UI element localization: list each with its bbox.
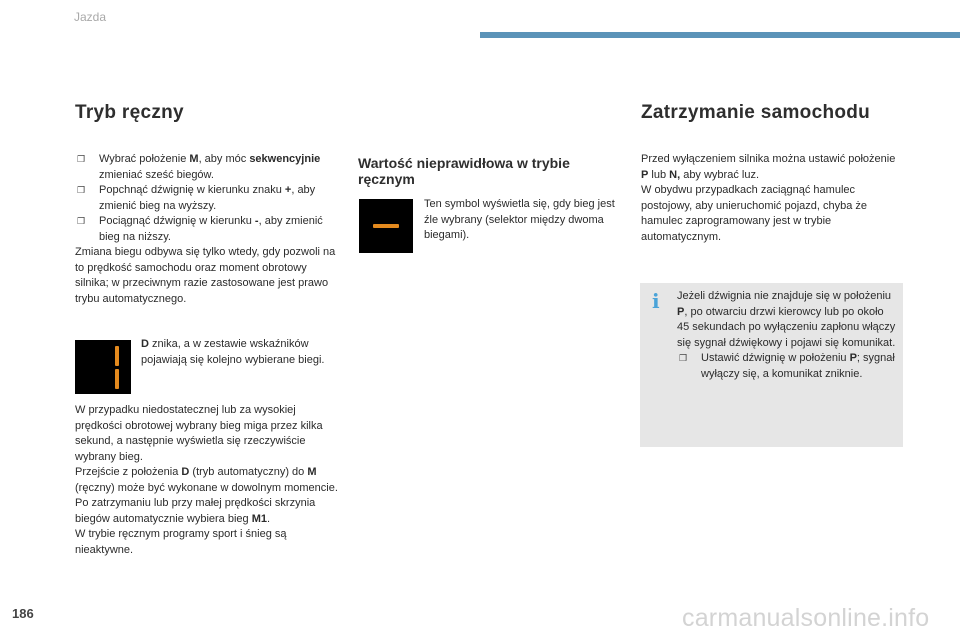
invalid-value-title: Wartość nieprawidłowa w trybie ręcznym	[358, 155, 570, 187]
page-number: 186	[12, 606, 34, 621]
manual-mode-details	[75, 403, 343, 558]
programs-paragraph: W trybie ręcznym programy sport i śnieg są nieaktywne.	[75, 528, 287, 556]
checkbox-bullet-icon: ❒	[679, 353, 688, 363]
checkbox-bullet-icon: ❒	[77, 185, 86, 195]
shift-rule-paragraph: Zmiana biegu odbywa się tylko wtedy, gdy pozwoli na to prędkość samochodu oraz moment obrotowy silnika; w przeciwnym razie zastosowane jest prawo trybu automatycznego.	[75, 246, 336, 305]
vehicle-stop-title: Zatrzymanie samochodu	[641, 102, 871, 123]
vehicle-stop-text	[641, 152, 903, 245]
icon-caption: D znika, a w zestawie wskaźników pojawiają się kolejno wybierane biegi.	[141, 338, 325, 366]
header-bar	[480, 32, 960, 38]
section-label: Jazda	[74, 10, 107, 24]
manual-mode-bullets	[75, 152, 343, 307]
bullet-item: ❒ Popchnąć dźwignię w kierunku znaku +, aby zmienić bieg na wyższy.	[77, 184, 316, 212]
dash-symbol-icon	[373, 224, 399, 228]
invalid-value-text: Ten symbol wyświetla się, gdy bieg jest źle wybrany (selektor między dwoma biegami).	[424, 198, 615, 241]
stop-paragraph: Po zatrzymaniu lub przy małej prędkości skrzynia biegów automatycznie wybiera bieg M1.	[75, 497, 316, 525]
gear-digit-icon	[75, 340, 131, 394]
info-text: Jeżeli dźwignia nie znajduje się w położeniu P, po otwarciu drzwi kierowcy lub po około 45 sekundach po wyłączeniu zapłonu włączy się sygnał dźwiękowy i pojawi się komunikat. ❒ Ustawić dźwignię w położeniu P; sygnał wyłączy się, a komunikat zniknie.	[677, 289, 897, 382]
gear-indicator-icon	[75, 340, 131, 394]
handbrake-paragraph: W obydwu przypadkach zaciągnąć hamulec postojowy, aby unieruchomić pojazd, chyba że hamulec zaprogramowany jest w trybie automatycznym.	[641, 184, 868, 243]
info-icon: i	[652, 289, 660, 313]
watermark: carmanualsonline.info	[682, 604, 930, 632]
info-bullet: ❒ Ustawić dźwignię w położeniu P; sygnał wyłączy się, a komunikat zniknie.	[679, 352, 895, 380]
bullet-item: ❒ Wybrać położenie M, aby móc sekwencyjnie zmieniać sześć biegów.	[77, 153, 321, 181]
manual-mode-title: Tryb ręczny	[75, 102, 184, 123]
checkbox-bullet-icon: ❒	[77, 154, 86, 164]
invalid-gear-icon	[359, 199, 413, 253]
info-box	[640, 283, 903, 447]
checkbox-bullet-icon: ❒	[77, 216, 86, 226]
bullet-item: ❒ Pociągnąć dźwignię w kierunku -, aby zmienić bieg na niższy.	[77, 215, 323, 243]
neutral-paragraph: Przed wyłączeniem silnika można ustawić położenie P lub N, aby wybrać luz.	[641, 153, 896, 181]
switch-paragraph: Przejście z położenia D (tryb automatyczny) do M (ręczny) może być wykonane w dowolnym momencie.	[75, 466, 338, 494]
blink-paragraph: W przypadku niedostatecznej lub za wysokiej prędkości obrotowej wybrany bieg miga przez kilka sekund, a następnie wyświetla się rzeczywiście wybrany bieg.	[75, 404, 323, 463]
